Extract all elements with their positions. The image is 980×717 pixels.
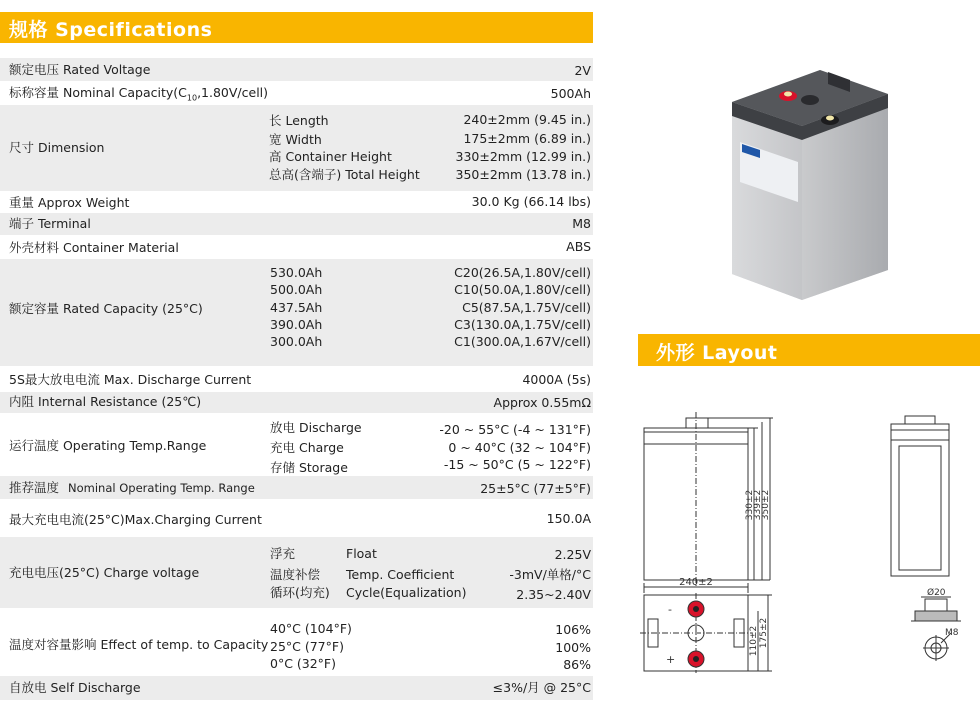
row-terminal: 端子 Terminal M8 [0,213,593,235]
dim-350-label: 350±2 [761,489,771,521]
layout-title: 外形 Layout [656,342,778,364]
row-nominal-temp: 推荐温度 Nominal Operating Temp. Range 25±5°C (77±5°F) [0,476,593,499]
front-view-drawing [638,410,783,590]
dim-110-label: 110±2 [749,625,759,657]
terminal-detail-drawing [905,585,975,665]
row-container-material: 外壳材料 Container Material ABS [9,239,591,255]
dim-175-label: 175±2 [759,617,769,649]
row-self-discharge: 自放电 Self Discharge ≤3%/月 @ 25°C [0,676,593,700]
row-dimension: 尺寸 Dimension 长 Length 240±2mm (9.45 in.) 宽 Width 175±2mm (6.89 in.) 高 Container Height 330±2mm (12.99 in.) 总高(含端子) Total Height 350±2mm (13.78 in.) [0,105,593,191]
row-nominal-capacity: 标称容量 Nominal $Capacity(C_{10},1.80V/cell)$ 500Ah [9,85,591,103]
row-operating-temp: 运行温度 Operating Temp.Range 放电 Discharge -20 ~ 55°C (-4 ~ 131°F) 充电 Charge 0 ~ 40°C (32 ~ 104°F) 存储 Storage -15 ~ 50°C (5 ~ 122°F) [9,420,591,475]
dim-d20-label: Ø20 [927,588,946,598]
row-weight: 重量 Approx Weight 30.0 Kg (66.14 lbs) [9,194,591,210]
plus-sign: + [666,653,676,666]
dim-m8-label: M8 [945,628,959,638]
row-charge-voltage: 充电电压(25°C) Charge voltage 浮充 Float 2.25V 温度补偿 Temp. Coefficient -3mV/单格/°C 循环(均充) Cycle(Equalization) 2.35~2.40V [0,537,593,608]
row-internal-resistance: 内阻 Internal Resistance (25℃) Approx 0.55mΩ [0,392,593,413]
row-max-discharge: 5S最大放电电流 Max. Discharge Current 4000A (5s) [9,372,591,387]
top-view-drawing [638,575,783,675]
dim-330-label: 330±2 [745,489,755,521]
row-temp-effect: 温度对容量影响 Effect of temp. to Capacity 40°C (104°F) 106% 25°C (77°F) 100% 0°C (32°F) 86% [9,621,591,672]
row-max-charging: 最大充电电流(25°C)Max.Charging Current 150.0A [9,511,591,527]
battery-product-image [720,60,900,305]
row-rated-voltage: 额定电压 Rated Voltage 2V [0,58,593,81]
layout-banner [638,334,980,366]
dim-240-label: 240±2 [679,577,713,588]
specifications-title: 规格 Specifications [9,19,213,41]
row-rated-capacity: 额定容量 Rated Capacity (25°C) 530.0Ah C20(26.5A,1.80V/cell) 500.0Ah C10(50.0A,1.80V/cell) 437.5Ah C5(87.5A,1.75V/cell) 390.0Ah C3(130.0A,1.75V/cell) 300.0Ah C1(300.0A,1.67V/cell) [0,259,593,366]
dim-339-label: 339±2 [753,489,763,521]
minus-sign: - [668,603,672,616]
specifications-banner [0,12,593,43]
side-view-drawing [885,410,955,580]
